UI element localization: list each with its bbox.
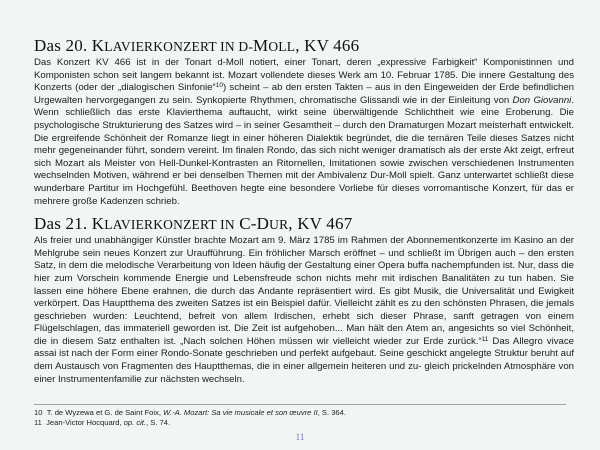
body-paragraph — [34, 235, 574, 386]
footnote-divider — [34, 404, 566, 405]
heading-part: , KV 466 — [295, 36, 360, 55]
heading-part: UR — [269, 217, 289, 233]
footnote-text: T. de Wyzewa et G. de Saint Foix, — [46, 408, 164, 417]
footnote — [34, 418, 574, 428]
section-kv466 — [34, 36, 574, 208]
footnote-number: 11 — [34, 418, 42, 427]
heading-part: K — [91, 214, 105, 234]
page-number: 11 — [295, 432, 305, 442]
footnote-text: , S. 74. — [146, 418, 171, 427]
text-run: Das Allegro vivace assai ist nach der Form einer Rondo-Sonate geschrieben und perfekt aufgebaut. Seine geschickt angelegte Struktur beruht auf dem Austausch von Fragmenten des Hauptthemas, die in einer allgemein heiteren und zu- gleich prickelnden Atmosphäre von einer Instrumentenfamilie zur nächsten wechseln. — [34, 335, 574, 385]
section-kv467 — [34, 214, 574, 386]
heading-part: K — [91, 36, 105, 55]
text-run: . Wenn schließlich das erste Klavierthema auftaucht, wirkt seine überwältigende Schlichtheit wie eine Eroberung. Die psychologische Strukturierung des Satzes wird – in seiner Gesamtheit – durch den Dramaturgen Mozart meisterhaft entwickelt. Die ergreifende Schönheit der Romanze liegt in einer höheren Dialektik begründet, die die ternären Teile dieses Satzes nicht mehr gegeneinander führt, sondern vereint. Im finalen Rondo, das sich nicht weniger dramatisch als der erste Akt zeigt, erfreut sich Mozart als Meister von Hell-Dunkel-Kontrasten an Ritornellen, Imitationen sowie zwischen verschiedenen Instrumenten wechselnden Motiven, während er bei denselben Themen mit der Ambivalenz Dur-Moll spielt. Ganz unterwartet schließt diese wunderbare Partitur im Hochgefühl. Beethoven hegte eine besondere Vorliebe für dieses vorromantische Konzert, für das er mehrere große Kadenzen schrieb. — [34, 94, 574, 207]
footnote-ref[interactable]: 10 — [215, 82, 223, 90]
heading-part: LAVIERKONZERT IN — [104, 217, 235, 233]
italic-title: Don Giovanni — [512, 94, 572, 106]
heading-part: D — [256, 214, 270, 234]
section-heading — [34, 214, 574, 235]
footnote-ref[interactable]: 11 — [481, 335, 489, 343]
footnote-title: W.-A. Mozart: Sa vie musicale et son œuvre II — [163, 408, 318, 417]
heading-part: C- — [239, 214, 257, 234]
footnote-text: Jean-Victor Hocquard, — [46, 418, 124, 427]
footnote-title: op. cit. — [123, 418, 147, 427]
section-heading — [34, 36, 574, 57]
text-run: ) scheint – ab den ersten Takten – aus in den Eingeweiden der Erde befindlichen Urgewalten hervorgegangen zu sein. Synkopierte Rhythmen, chromatische Glissandi wie in der Einleitung von — [34, 82, 574, 106]
text-run: Das Konzert KV 466 ist in der Tonart d-Moll notiert, einer Tonart, deren „expressive Farbigkeit“ Komponistinnen und Komponisten schon seit langem bekannt ist. Mozart vollendete dieses Werk am 10. Februar 1785. Die innere Gestaltung des Konzerts (oder der „dialogischen Sinfonie“ — [34, 57, 574, 94]
heading-part: , KV 467 — [288, 214, 353, 234]
main-content — [34, 36, 574, 386]
heading-part: Das 21. — [34, 214, 88, 234]
heading-part: OLL — [268, 39, 296, 54]
text-run: Als freier und unabhängiger Künstler brachte Mozart am 9. März 1785 im Rahmen der Abonnementkonzerte im Kasino an der Mehlgrube sein neues Konzert zur Uraufführung. Ein fröhlicher Marsch eröffnet – und schließt im Übrigen auch – den ersten Satz, in dem die melodische Verarbeitung von Ideen häufig der Gestaltung einer Opera buffa nachempfunden ist. Nur, dass die hier zum Vorschein kommende Energie und Lebensfreude schon nichts mehr mit irdischen Banalitäten zu tun haben. Sie lassen eine höhere Ebene erahnen, die durch das Andante repräsentiert wird. Es gibt Musik, die Universalität und Ewigkeit verkörpert. Das Hauptthema des zweiten Satzes ist ein Beispiel dafür. Vielleicht zählt es zu den schönsten Phrasen, die jemals geschrieben wurden: Leuchtend, befreit von allem Irdischen, erhebt sich dieser Phrase, sanft getragen von einem Flügelschlagen, das immateriell geworden ist. Die Zeit ist aufgehoben... Man hält den Atem an, angesichts so viel Schönheit, die in diesem Satz enthalten ist. „Nach solchen Höhen müssen wir vielleicht wieder zur Erde zurück.“ — [34, 235, 574, 347]
footnote — [34, 408, 574, 418]
footnotes — [34, 408, 574, 428]
heading-part: Das 20. — [34, 36, 88, 55]
heading-part: LAVIERKONZERT IN D- — [104, 39, 254, 54]
heading-part: M — [253, 36, 269, 55]
body-paragraph — [34, 57, 574, 208]
footnote-text: , S. 364. — [317, 408, 346, 417]
footnote-number: 10 — [34, 408, 43, 417]
